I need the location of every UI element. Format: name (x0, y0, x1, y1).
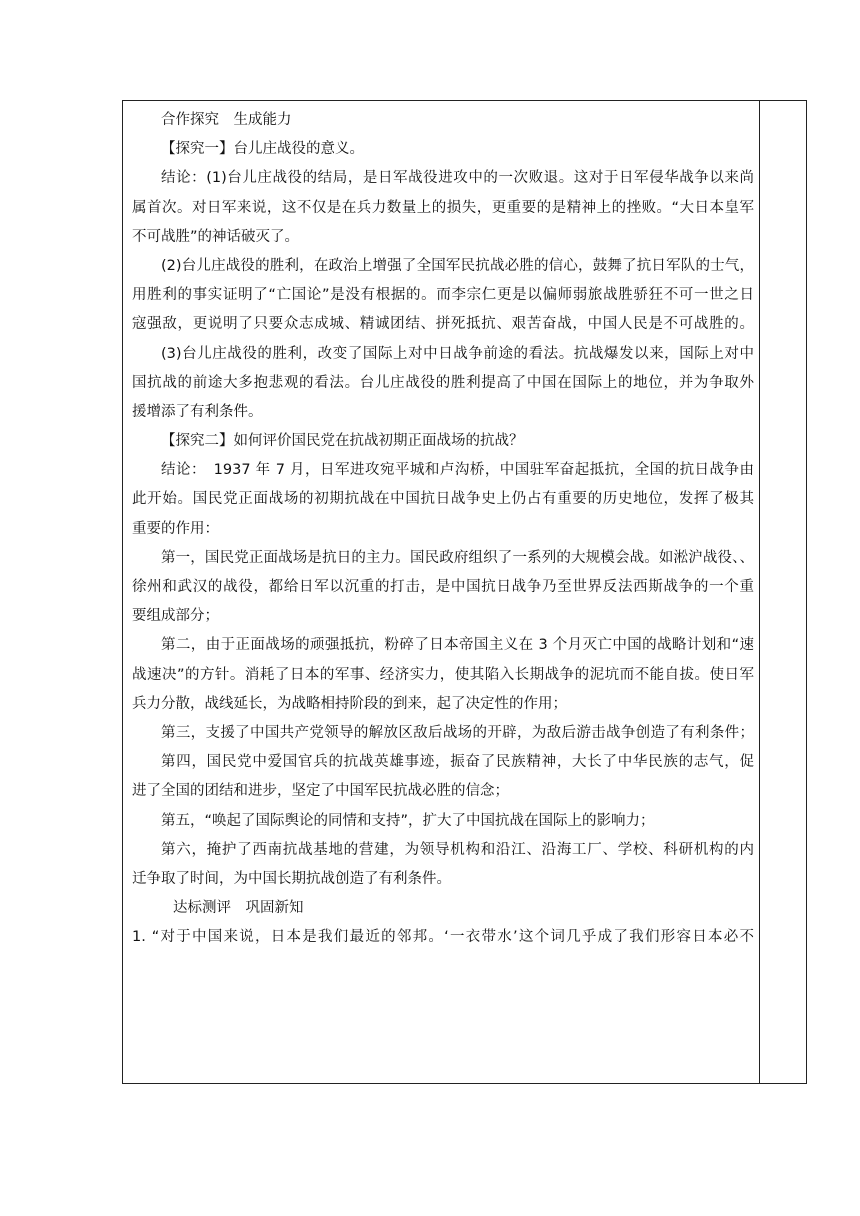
paragraph-line: 援增添了有利条件。 (132, 403, 263, 420)
paragraph-line: 要组成部分； (132, 608, 219, 625)
paragraph-line: 第二，由于正面战场的顽强抵抗，粉碎了日本帝国主义在 3 个月灭亡中国的战略计划和“速 (161, 637, 754, 654)
paragraph-line: 属首次。对日军来说，这不仅是在兵力数量上的损失，更重要的是精神上的挫败。“大日本皇军 (132, 199, 754, 216)
paragraph-line: 兵力分散，战线延长，为战略相持阶段的到来，起了决定性的作用； (132, 695, 567, 712)
document-content (132, 106, 754, 952)
paragraph-line: 进了全国的团结和进步，坚定了中国军民抗战必胜的信念； (132, 783, 509, 800)
paragraph-line: 此开始。国民党正面战场的初期抗战在中国抗日战争史上仍占有重要的历史地位，发挥了极其 (132, 491, 754, 508)
test-section-title: 达标测评 巩固新知 (173, 900, 304, 917)
document-table-side-cell (759, 100, 807, 1084)
paragraph-line: (2)台儿庄战役的胜利，在政治上增强了全国军民抗战必胜的信心，鼓舞了抗日军队的士气， (161, 257, 754, 274)
paragraph-line: 不可战胜”的神话破灭了。 (132, 228, 300, 245)
paragraph-line: 迁争取了时间，为中国长期抗战创造了有利条件。 (132, 870, 451, 887)
paragraph-line: 第六，掩护了西南抗战基地的营建，为领导机构和沿江、沿海工厂、学校、科研机构的内 (161, 841, 754, 858)
paragraph-line: 第四，国民党中爱国官兵的抗战英雄事迹，振奋了民族精神，大长了中华民族的志气，促 (161, 754, 754, 771)
paragraph-line: 重要的作用： (132, 520, 219, 537)
paragraph-line: 徐州和武汉的战役，都给日军以沉重的打击，是中国抗日战争乃至世界反法西斯战争的一个重 (132, 579, 754, 595)
paragraph-line: 寇强敌，更说明了只要众志成城、精诚团结、拼死抵抗、艰苦奋战，中国人民是不可战胜的。 (132, 316, 754, 333)
paragraph-line: 战速决”的方针。消耗了日本的军事、经济实力，使其陷入长期战争的泥坑而不能自拔。使日军 (132, 666, 754, 683)
section-title: 合作探究 生成能力 (161, 112, 292, 128)
explore1-heading: 【探究一】台儿庄战役的意义。 (161, 141, 364, 158)
explore2-heading: 【探究二】如何评价国民党在抗战初期正面战场的抗战？ (161, 433, 524, 450)
paragraph-line: 第三，支援了中国共产党领导的解放区敌后战场的开辟，为敌后游击战争创造了有利条件； (161, 724, 754, 741)
paragraph-line: 结论：(1)台儿庄战役的结局，是日军战役进攻中的一次败退。这对于日军侵华战争以来尚 (161, 170, 754, 187)
paragraph-line: 用胜利的事实证明了“亡国论”是没有根据的。而李宗仁更是以偏师弱旅战胜骄狂不可一世之日 (132, 287, 754, 304)
paragraph-line: (3)台儿庄战役的胜利，改变了国际上对中日战争前途的看法。抗战爆发以来，国际上对中 (161, 345, 754, 362)
paragraph-line: 结论： 1937 年 7 月，日军进攻宛平城和卢沟桥，中国驻军奋起抵抗，全国的抗日战争由 (161, 462, 754, 479)
paragraph-line: 国抗战的前途大多抱悲观的看法。台儿庄战役的胜利提高了中国在国际上的地位，并为争取外 (132, 374, 754, 391)
paragraph-line: 第五，“唤起了国际舆论的同情和支持”，扩大了中国抗战在国际上的影响力； (161, 812, 655, 829)
question-1: 1. “对于中国来说，日本是我们最近的邻邦。‘一衣带水’这个词几乎成了我们形容日本必不 (132, 929, 754, 946)
paragraph-line: 第一，国民党正面战场是抗日的主力。国民政府组织了一系列的大规模会战。如淞沪战役、、 (161, 549, 754, 566)
